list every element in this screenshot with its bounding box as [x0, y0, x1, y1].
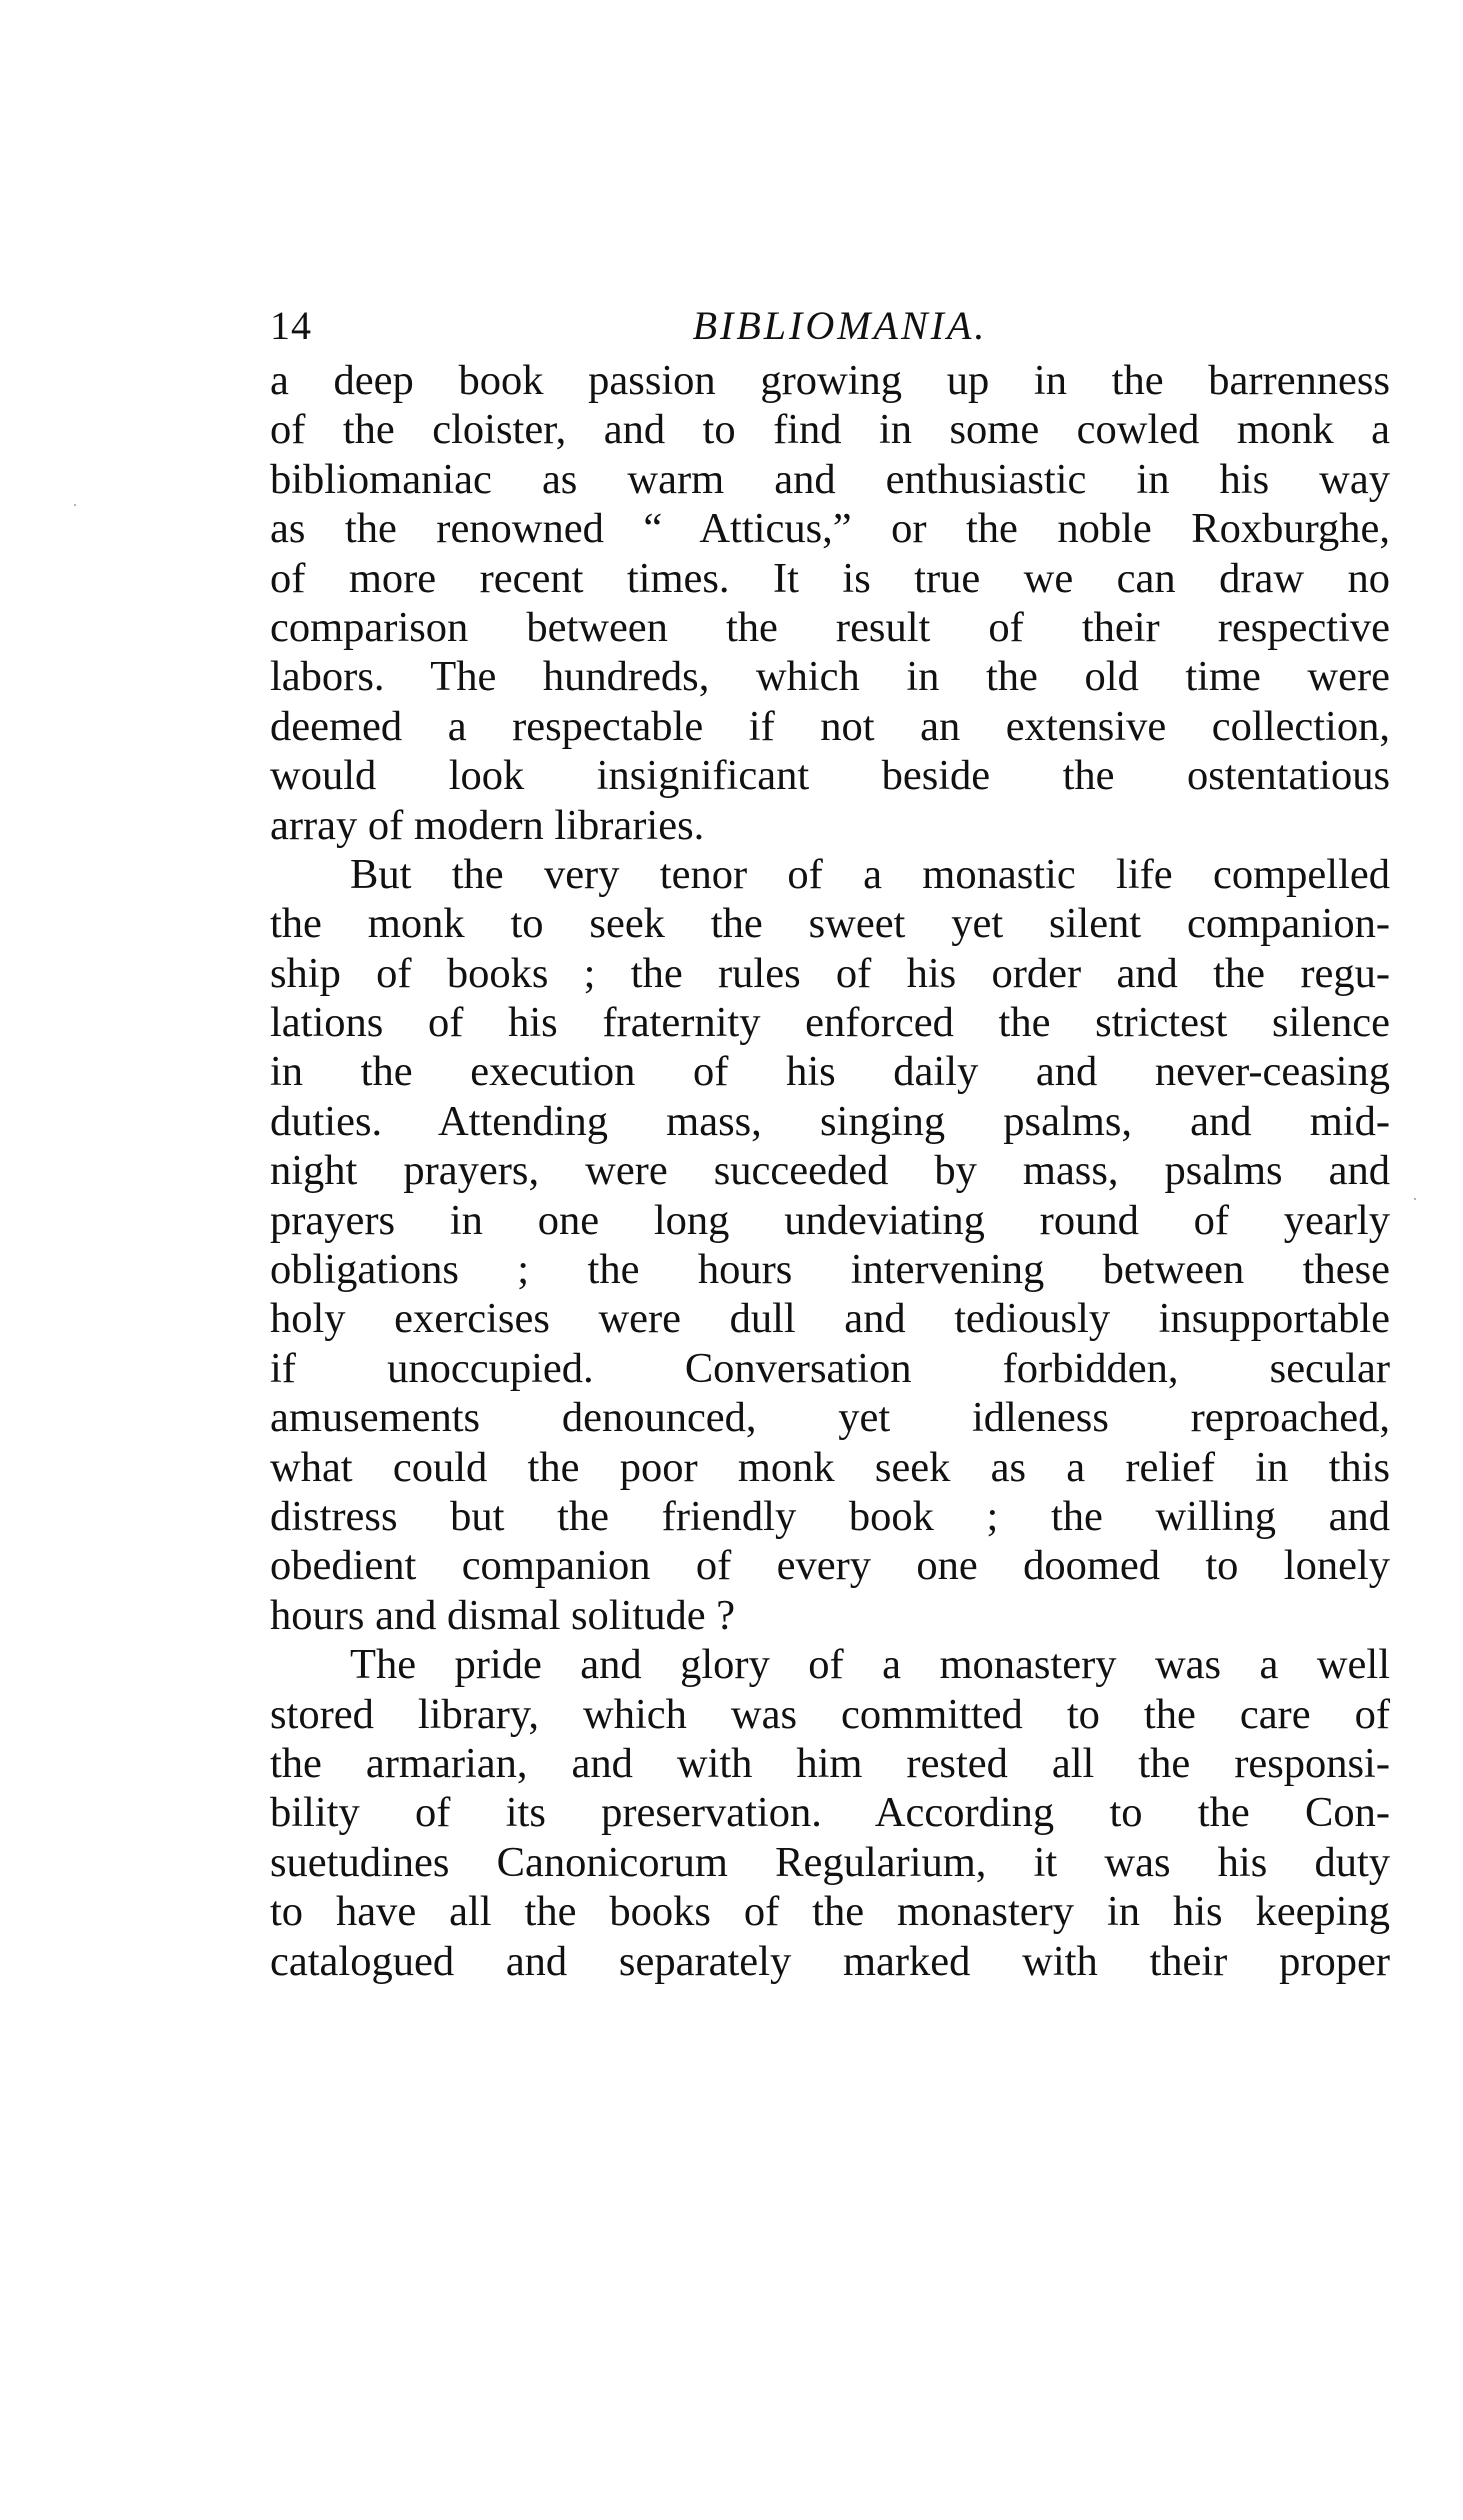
text-line: to have all the books of the monastery in his keeping	[270, 1888, 1390, 1936]
paragraph-end-line: hours and dismal solitude ?	[270, 1591, 736, 1639]
text-line: obligations ; the hours intervening between these	[270, 1246, 1390, 1294]
text-line: ship of books ; the rules of his order and the regu-	[270, 949, 1390, 997]
text-line: what could the poor monk seek as a relief in this	[270, 1443, 1390, 1491]
text-line: comparison between the result of their respective	[270, 603, 1390, 651]
scan-speck	[74, 504, 76, 506]
text-line: deemed a respectable if not an extensive collection,	[270, 702, 1390, 750]
text-line: of more recent times. It is true we can draw no	[270, 554, 1390, 602]
text-line: the monk to seek the sweet yet silent companion-	[270, 900, 1390, 948]
text-line: distress but the friendly book ; the willing and	[270, 1492, 1390, 1540]
text-line: labors. The hundreds, which in the old time were	[270, 653, 1390, 701]
paragraph-start-line: But the very tenor of a monastic life compelled	[350, 850, 1390, 898]
page-number: 14	[270, 303, 312, 348]
paragraph-start-line: The pride and glory of a monastery was a well	[350, 1641, 1390, 1689]
running-head	[270, 298, 1390, 354]
text-line: if unoccupied. Conversation forbidden, secular	[270, 1344, 1390, 1392]
text-line: bility of its preservation. According to the Con-	[270, 1789, 1390, 1837]
text-line: amusements denounced, yet idleness reproached,	[270, 1394, 1390, 1442]
running-title: BIBLIOMANIA.	[692, 303, 988, 348]
text-line: would look insignificant beside the ostentatious	[270, 752, 1390, 800]
text-line: holy exercises were dull and tediously insupportable	[270, 1295, 1390, 1343]
text-line: stored library, which was committed to the care of	[270, 1690, 1390, 1738]
text-line: prayers in one long undeviating round of yearly	[270, 1196, 1390, 1244]
text-line: as the renowned “ Atticus,” or the noble Roxburghe,	[270, 505, 1390, 553]
text-line: a deep book passion growing up in the barrenness	[270, 357, 1390, 404]
text-line: the armarian, and with him rested all the responsi-	[270, 1739, 1390, 1787]
text-line: night prayers, were succeeded by mass, psalms and	[270, 1147, 1390, 1195]
text-line: of the cloister, and to find in some cowled monk a	[270, 406, 1390, 454]
text-line: bibliomaniac as warm and enthusiastic in his way	[270, 455, 1390, 503]
scan-speck	[1414, 1198, 1416, 1200]
text-line: duties. Attending mass, singing psalms, and mid-	[270, 1097, 1390, 1145]
body-text	[270, 356, 1390, 1986]
text-line: obedient companion of every one doomed to lonely	[270, 1542, 1390, 1590]
text-line: lations of his fraternity enforced the strictest silence	[270, 999, 1390, 1047]
text-line: suetudines Canonicorum Regularium, it was his duty	[270, 1838, 1390, 1886]
paragraph-end-line: array of modern libraries.	[270, 801, 705, 849]
text-line: catalogued and separately marked with their proper	[270, 1937, 1390, 1985]
text-line: in the execution of his daily and never-ceasing	[270, 1048, 1390, 1096]
